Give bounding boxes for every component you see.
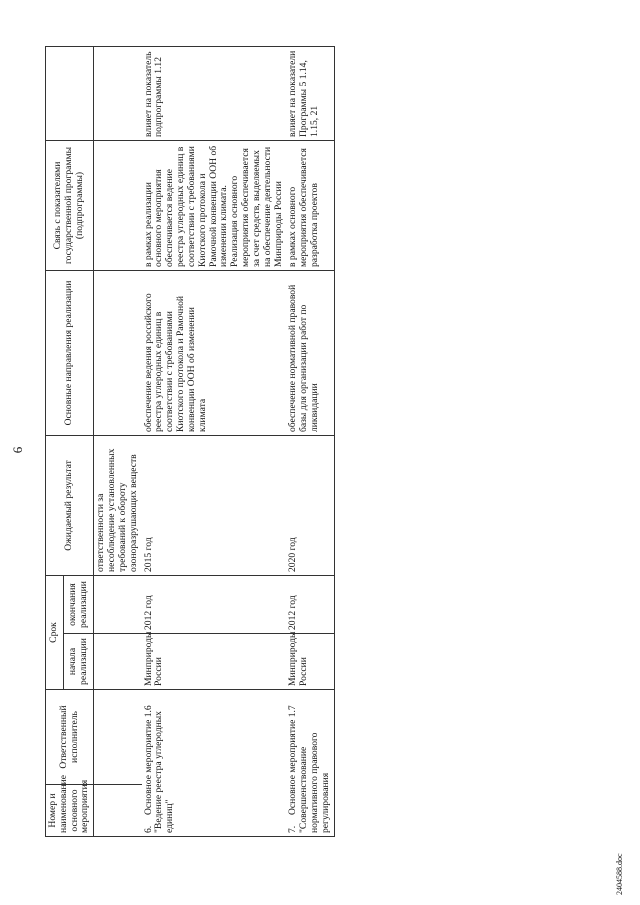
row-executor: Минприроды России xyxy=(286,634,334,690)
header-empty xyxy=(46,47,94,141)
row-number: 6. xyxy=(142,825,154,833)
row-start: 2012 год xyxy=(286,576,334,634)
row-executor: Минприроды России xyxy=(142,634,287,690)
header-measure: Номер и наименование основного мероприятия xyxy=(46,785,94,837)
row-result: обеспечение ведения российского реестра углеродных единиц в соответствии с требованиями Киотского протокола и Рамочной конвенции ООН об изменении климата xyxy=(142,271,287,436)
row-measure xyxy=(286,690,334,837)
document-footer: 2404588.doc xyxy=(615,853,624,895)
continuation-result: ответственности за несоблюдение установленных требований к обороту озоноразрушающих веществ xyxy=(94,436,142,576)
row-measure xyxy=(142,690,287,837)
page-number: 6 xyxy=(10,446,25,454)
row-measure-text: Основное мероприятие 1.7 "Совершенствование нормативного правового регулирования xyxy=(287,705,331,833)
table-row xyxy=(286,47,334,837)
row-result: обеспечение нормативной правовой базы для организации работ по ликвидации xyxy=(286,271,334,436)
header-result: Ожидаемый результат xyxy=(46,436,94,576)
row-measure-text: Основное мероприятие 1.6 "Ведение реестра углеродных единиц" xyxy=(142,705,176,833)
table-row xyxy=(142,47,287,837)
header-link: Связь с показателями государственной программы (подпрограммы) xyxy=(46,141,94,271)
row-link: влияет на показатель подпрограммы 1.12 xyxy=(142,47,287,141)
measures-table xyxy=(45,46,335,837)
table-row-continuation xyxy=(94,47,142,837)
header-term: Срок xyxy=(46,576,64,690)
row-directions: в рамках основного мероприятия обеспечивается разработка проектов xyxy=(286,141,334,271)
row-link: влияет на показатели Программы 5 1.14, 1.15, 21 xyxy=(286,47,334,141)
header-start: начала реализации xyxy=(63,634,93,690)
row-number: 7. xyxy=(287,825,299,833)
header-executor: Ответственный исполнитель xyxy=(46,690,94,785)
row-start: 2012 год xyxy=(142,576,287,634)
row-directions: в рамках реализации основного мероприятия обеспечивается ведение реестра углеродных единиц в соответствии с требованиями Киотского протокола и Рамочной конвенции ООН об изменении климата. Реализация основного мероприятия обеспечивается за счет средств, выделяемых на обеспечение деятельности Минприроды России xyxy=(142,141,287,271)
row-end: 2015 год xyxy=(142,436,287,576)
header-directions: Основные направления реализации xyxy=(46,271,94,436)
row-end: 2020 год xyxy=(286,436,334,576)
header-end: окончания реализации xyxy=(63,576,93,634)
